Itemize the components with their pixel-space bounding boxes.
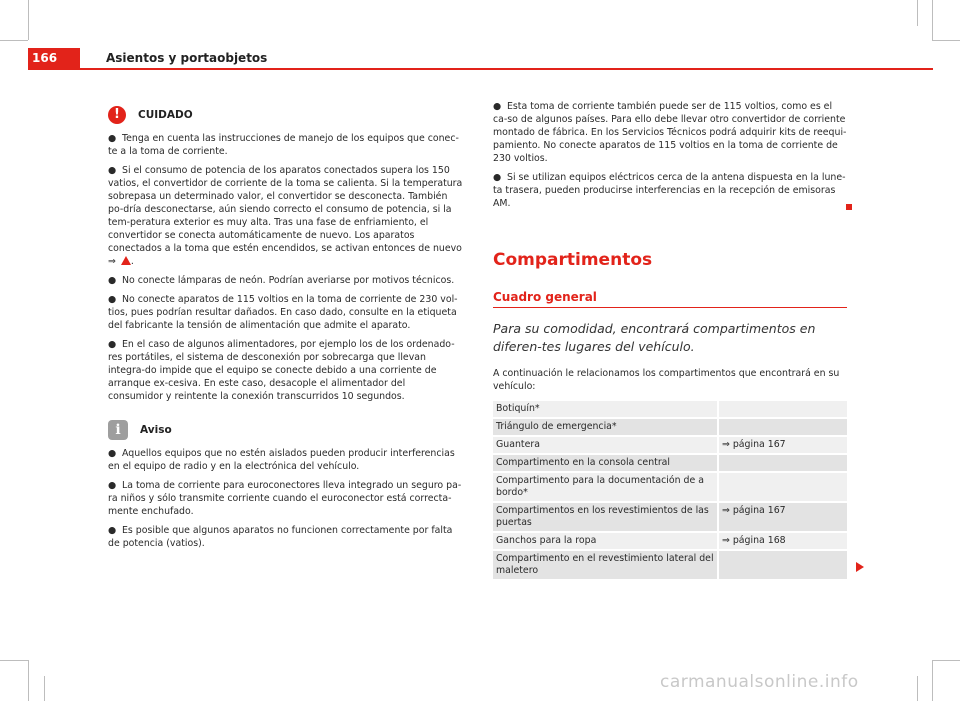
lead-text: Para su comodidad, encontrará compartimentos en diferen-tes lugares del vehículo. — [493, 321, 816, 354]
table-row — [493, 436, 847, 454]
compartment-name: Compartimento en el revestimiento lateral del maletero — [493, 550, 718, 580]
exclamation-warning-icon: ! — [108, 106, 126, 124]
page-reference — [718, 454, 847, 472]
note-item: ● Si se utilizan equipos eléctricos cerca de la antena dispuesta en la lune-ta trasera, pueden producirse interferencias en la recepción de emisoras AM. — [493, 172, 846, 209]
notice-item: ● Aquellos equipos que no estén aislados pueden producir interferencias en el equipo de radio y en la electrónica del vehículo. — [108, 448, 455, 472]
crop-mark — [932, 660, 960, 661]
page-reference — [718, 472, 847, 502]
compartment-name: Triángulo de emergencia* — [493, 418, 718, 436]
caution-item: ● No conecte lámparas de neón. Podrían averiarse por motivos técnicos. — [108, 275, 455, 286]
info-icon: i — [108, 420, 128, 440]
caution-item: ● Tenga en cuenta las instrucciones de manejo de los equipos que conec-te a la toma de corriente. — [108, 133, 459, 157]
caution-title: CUIDADO — [138, 109, 193, 121]
intro-text: A continuación le relacionamos los compartimentos que encontrará en su vehículo: — [493, 368, 840, 392]
crop-mark — [932, 0, 933, 40]
subsection-title: Cuadro general — [493, 290, 847, 308]
caution-item: ● En el caso de algunos alimentadores, por ejemplo los de los ordenado-res portátiles, el sistema de desconexión por sobrecarga que llevan integra-do impide que el equipo se conecte debido a una corriente de arranque ex-cesiva. En este caso, desacople el alimentador del consumidor y reintente la conexión transcurridos 10 segundos. — [108, 339, 455, 402]
watermark: carmanualsonline.info — [660, 672, 859, 692]
compartment-name: Botiquín* — [493, 401, 718, 418]
crop-mark — [28, 660, 29, 701]
table-row — [493, 454, 847, 472]
page-reference — [718, 418, 847, 436]
page-reference[interactable]: ⇒ página 168 — [718, 532, 847, 550]
page-reference — [718, 401, 847, 418]
crop-mark — [0, 40, 28, 41]
warning-triangle-icon — [121, 256, 131, 265]
table-row — [493, 418, 847, 436]
compartment-name: Compartimentos en los revestimientos de las puertas — [493, 502, 718, 532]
caution-item: ● Si el consumo de potencia de los aparatos conectados supera los 150 vatios, el convertidor de corriente de la toma se calienta. Si la temperatura sobrepasa un determinado valor, el convertidor se desconecta. También po-dría desconectarse, aún siendo correcto el consumo de potencia, si la tem-peratura exterior es muy alta. Tras una fase de enfriamiento, el convertidor se conecta automáticamente de nuevo. Los aparatos conectados a la toma que estén encendidos, se activan entonces de nuevo ⇒ . — [108, 165, 463, 267]
crop-mark — [932, 40, 960, 41]
notice-item: ● La toma de corriente para euroconectores lleva integrado un seguro pa-ra niños y sólo transmite corriente cuando el euroconector está correcta-mente enchufado. — [108, 480, 462, 517]
table-row — [493, 502, 847, 532]
caution-item: ● No conecte aparatos de 115 voltios en la toma de corriente de 230 vol-tios, pues podrían resultar dañados. En caso dado, consulte en la etiqueta del fabricante la tensión de alimentación que admite el aparato. — [108, 294, 458, 331]
compartment-name: Compartimento para la documentación de a bordo* — [493, 472, 718, 502]
crop-mark — [44, 676, 45, 701]
end-of-section-marker — [846, 204, 852, 210]
note-item: ● Esta toma de corriente también puede ser de 115 voltios, como es el ca-so de algunos países. Para ello debe llevar otro convertidor de corriente montado de fábrica. En los Servicios Técnicos podrá adquirir kits de reequi-pamiento. No conecte aparatos de 115 voltios en la toma de corriente de 230 voltios. — [493, 101, 847, 164]
compartment-name: Guantera — [493, 436, 718, 454]
continue-arrow-icon — [856, 562, 864, 572]
caution-header — [108, 104, 463, 126]
crop-mark — [932, 660, 933, 701]
crop-mark — [28, 0, 29, 40]
table-row — [493, 472, 847, 502]
page-reference[interactable]: ⇒ página 167 — [718, 436, 847, 454]
table-row — [493, 532, 847, 550]
page-number: 166 — [28, 48, 80, 68]
page-header — [28, 48, 933, 70]
right-column — [493, 100, 848, 216]
crop-mark — [0, 660, 28, 661]
notice-item: ● Es posible que algunos aparatos no funcionen correctamente por falta de potencia (vatios). — [108, 525, 453, 549]
chapter-title: Asientos y portaobjetos — [106, 51, 268, 65]
table-row — [493, 401, 847, 418]
crop-mark — [917, 0, 918, 26]
compartment-name: Ganchos para la ropa — [493, 532, 718, 550]
left-column — [108, 104, 463, 556]
page-reference[interactable]: ⇒ página 167 — [718, 502, 847, 532]
compartment-name: Compartimento en la consola central — [493, 454, 718, 472]
page-reference — [718, 550, 847, 580]
table-row — [493, 550, 847, 580]
crop-mark — [917, 676, 918, 701]
section-title: Compartimentos — [493, 250, 653, 270]
notice-title: Aviso — [140, 424, 172, 436]
compartments-table — [493, 401, 847, 581]
notice-header — [108, 419, 463, 441]
